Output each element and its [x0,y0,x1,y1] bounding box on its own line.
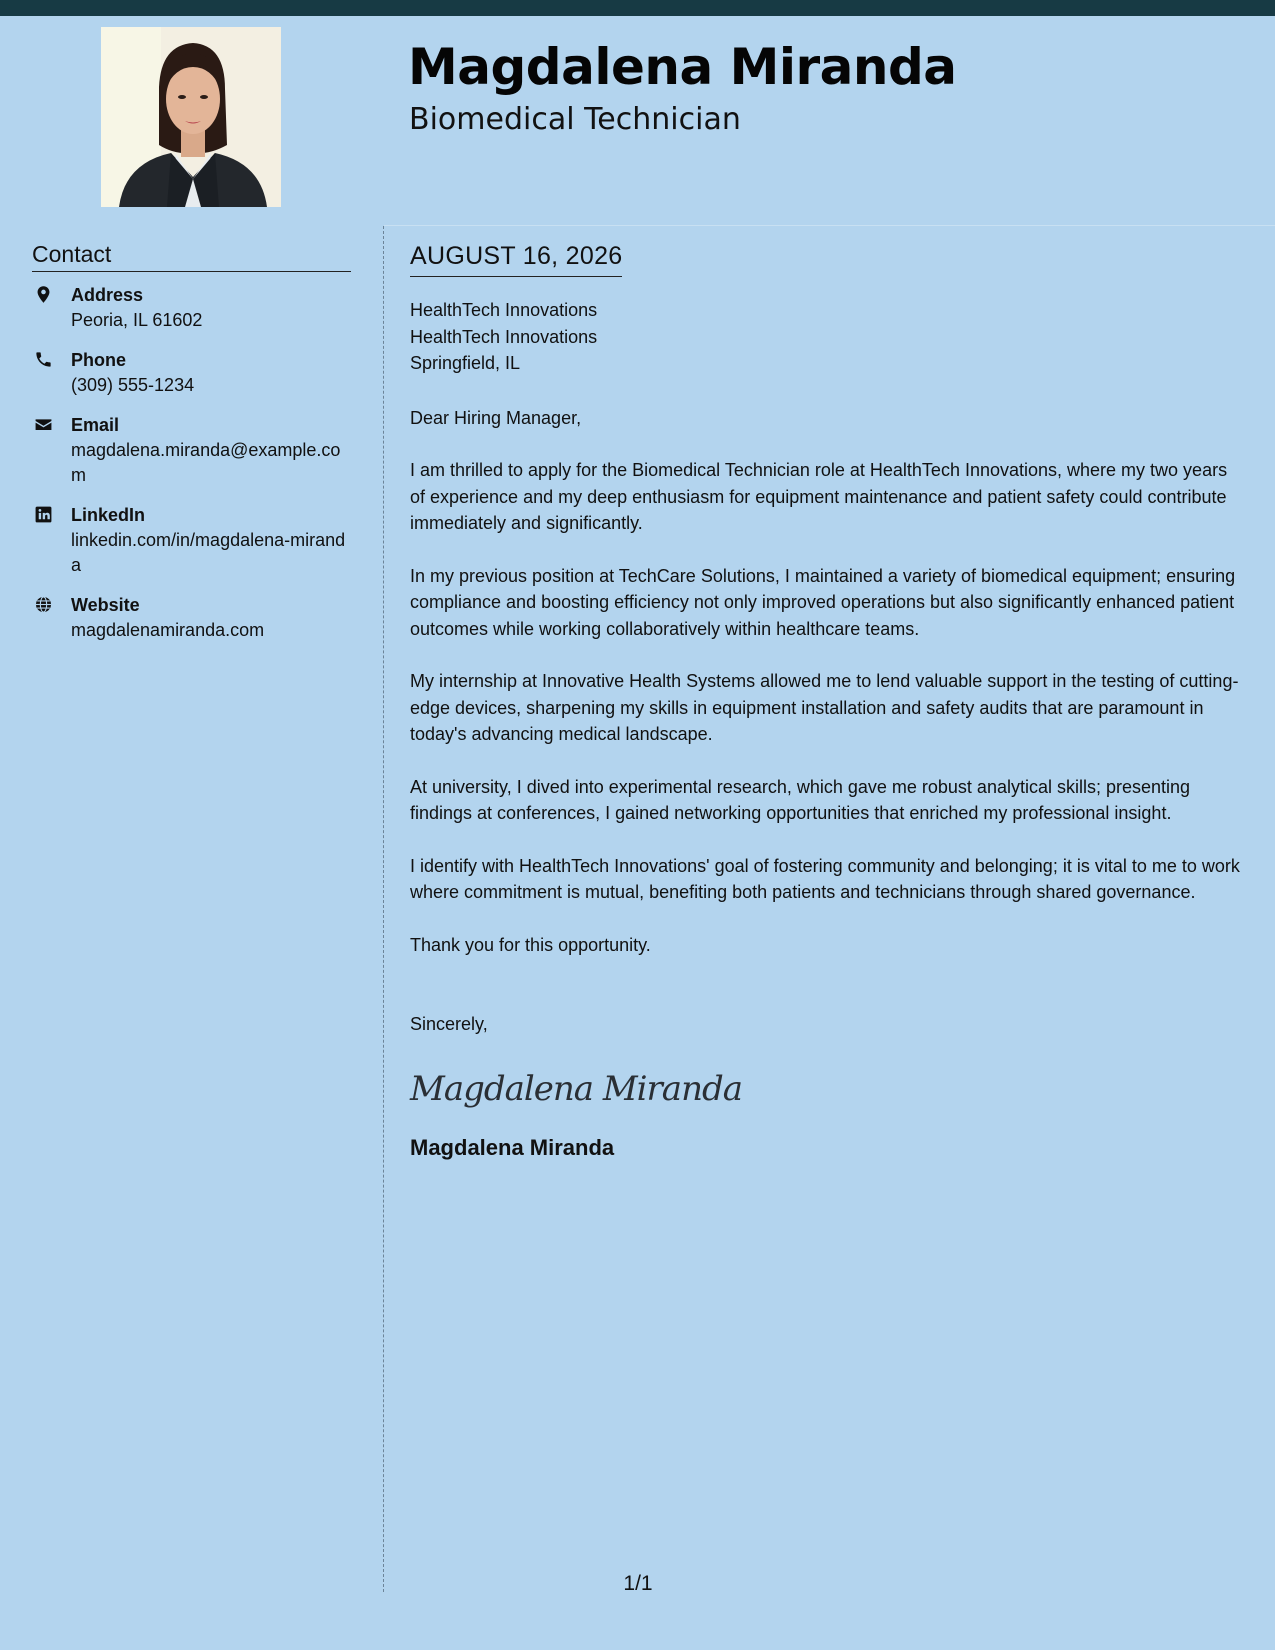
contact-item-email [32,413,351,488]
map-marker-icon [34,285,53,304]
top-accent-bar [0,0,1275,16]
recipient-line: Springfield, IL [410,353,521,373]
contact-label: LinkedIn [71,505,146,525]
handwritten-signature: Magdalena Miranda [410,1068,742,1109]
letter-paragraph: I am thrilled to apply for the Biomedical Technician role at HealthTech Innovations, where my two years of experience and my deep enthusiasm for equipment maintenance and patient safety could contribute immediately and significantly. [410,460,1228,533]
contact-label: Address [71,285,144,305]
contact-item-phone [32,348,351,398]
contact-value[interactable]: linkedin.com/in/magdalena-miranda [71,530,346,575]
globe-icon [34,595,53,614]
cover-letter [410,240,1245,1163]
contact-item-linkedin [32,503,351,578]
applicant-name: Magdalena Miranda [408,38,957,96]
header-divider [384,225,1275,226]
letter-paragraph: I identify with HealthTech Innovations' goal of fostering community and belonging; it is vital to me to work where commitment is mutual, benefiting both patients and technicians through shared governance. [410,855,1240,902]
letter-date: AUGUST 16, 2026 [410,240,622,277]
page-number: 1/1 [623,1572,653,1595]
contact-value: Peoria, IL 61602 [71,310,203,330]
linkedin-icon [34,505,53,524]
recipient-block [410,297,1245,377]
contact-value[interactable]: magdalenamiranda.com [71,620,265,640]
letter-paragraph: Thank you for this opportunity. [410,934,651,955]
column-divider [383,226,384,1592]
envelope-icon [34,415,53,434]
letter-paragraph: In my previous position at TechCare Solutions, I maintained a variety of biomedical equipment; ensuring compliance and boosting efficiency not only improved operations but also significantly enhanced patient outcomes while working collaboratively within healthcare teams. [410,565,1236,639]
contact-label: Website [71,595,140,615]
contact-value[interactable]: magdalena.miranda@example.com [71,440,341,485]
contact-item-website [32,593,351,643]
profile-photo [101,27,281,207]
letter-paragraph: My internship at Innovative Health Systems allowed me to lend valuable support in the testing of cutting-edge devices, sharpening my skills in equipment installation and safety audits that are paramount in today's advancing medical landscape. [410,671,1239,744]
contact-label: Phone [71,350,127,370]
contact-label: Email [71,415,120,435]
phone-icon [34,350,53,369]
recipient-line: HealthTech Innovations [410,326,598,347]
contact-sidebar [32,240,351,658]
closing: Sincerely, [410,1014,488,1034]
letter-paragraph: At university, I dived into experimental research, which gave me robust analytical skills; presenting findings at conferences, I gained networking opportunities that enriched my professional insight. [410,776,1191,823]
applicant-title: Biomedical Technician [409,102,741,137]
contact-value: (309) 555-1234 [71,375,195,395]
salutation: Dear Hiring Manager, [410,407,582,428]
contact-item-address [32,283,351,333]
contact-heading: Contact [32,240,351,272]
recipient-line: HealthTech Innovations [410,300,598,320]
signed-name: Magdalena Miranda [410,1134,615,1160]
